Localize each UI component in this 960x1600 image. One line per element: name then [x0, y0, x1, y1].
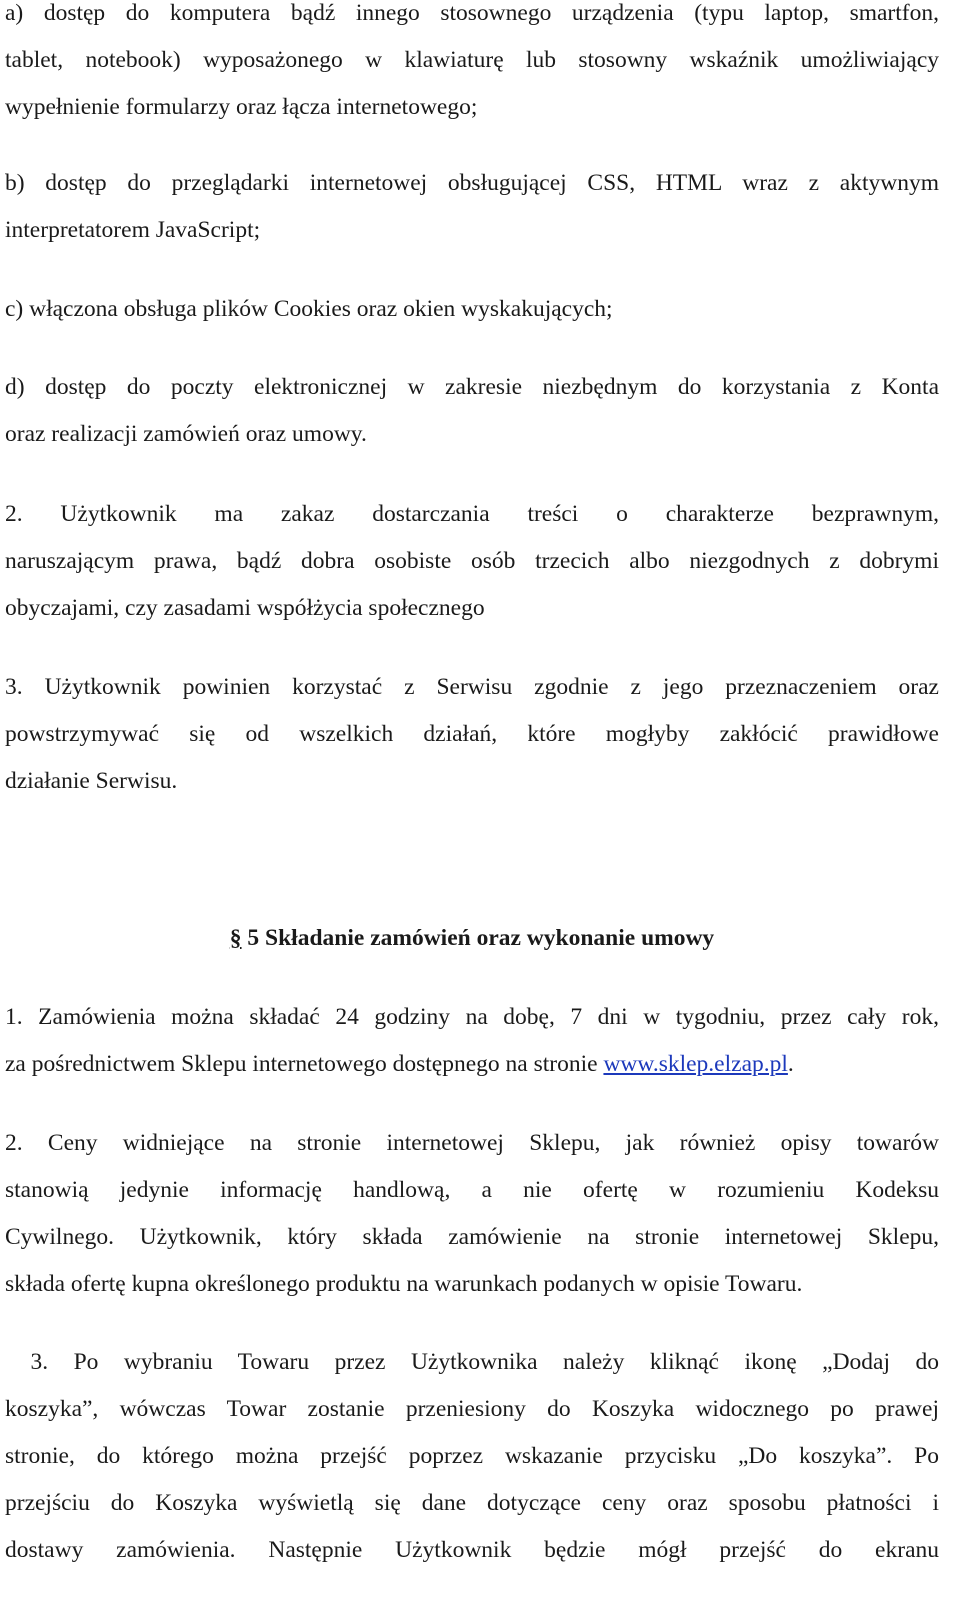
text-line: stronie, do którego można przejść poprzez wskazanie przycisku „Do koszyka”. Po [5, 1443, 939, 1469]
paragraph-order-3 [5, 1339, 939, 1574]
text-span: . [787, 1051, 794, 1077]
text-line: a) dostęp do komputera bądź innego stosownego urządzenia (typu laptop, smartfon, [5, 0, 939, 26]
text-line: 1. Zamówienia można składać 24 godziny na dobę, 7 dni w tygodniu, przez cały rok, [5, 1004, 939, 1030]
paragraph-point-2 [5, 491, 939, 632]
text-line: interpretatorem JavaScript; [5, 217, 261, 243]
text-line: c) włączona obsługa plików Cookies oraz okien wyskakujących; [5, 296, 613, 322]
paragraph-order-1 [5, 994, 939, 1088]
text-line: koszyka”, wówczas Towar zostanie przeniesiony do Koszyka widocznego po prawej [5, 1396, 939, 1422]
list-item-b [5, 160, 939, 254]
text-line: wypełnienie formularzy oraz łącza internetowego; [5, 94, 478, 120]
text-span: za pośrednictwem Sklepu internetowego dostępnego na stronie [5, 1051, 604, 1077]
text-line: dostawy zamówienia. Następnie Użytkownik będzie mógł przejść do ekranu [5, 1537, 939, 1563]
section-heading [5, 915, 939, 962]
section-title: 5 Składanie zamówień oraz wykonanie umowy [241, 925, 715, 951]
text-line: 3. Po wybraniu Towaru przez Użytkownika należy kliknąć ikonę „Dodaj do [5, 1349, 939, 1375]
shop-link[interactable]: www.sklep.elzap.pl [603, 1051, 788, 1077]
list-item-a [5, 0, 939, 131]
text-line: działanie Serwisu. [5, 768, 178, 794]
section-symbol: § [229, 925, 242, 951]
text-line: składa ofertę kupna określonego produktu na warunkach podanych w opisie Towaru. [5, 1271, 803, 1297]
list-item-c [5, 286, 939, 333]
text-line: przejściu do Koszyka wyświetlą się dane dotyczące ceny oraz sposobu płatności i [5, 1490, 939, 1516]
text-line: d) dostęp do poczty elektronicznej w zakresie niezbędnym do korzystania z Konta [5, 374, 939, 400]
text-line: naruszającym prawa, bądź dobra osobiste osób trzecich albo niezgodnych z dobrymi [5, 548, 939, 574]
text-line: Cywilnego. Użytkownik, który składa zamówienie na stronie internetowej Sklepu, [5, 1224, 939, 1250]
paragraph-point-3 [5, 664, 939, 805]
text-line: stanowią jedynie informację handlową, a nie ofertę w rozumieniu Kodeksu [5, 1177, 939, 1203]
paragraph-order-2 [5, 1120, 939, 1308]
text-line: tablet, notebook) wyposażonego w klawiaturę lub stosowny wskaźnik umożliwiający [5, 47, 939, 73]
text-line: 3. Użytkownik powinien korzystać z Serwisu zgodnie z jego przeznaczeniem oraz [5, 674, 939, 700]
text-line [5, 1041, 939, 1088]
text-line: 2. Ceny widniejące na stronie internetowej Sklepu, jak również opisy towarów [5, 1130, 939, 1156]
text-line: obyczajami, czy zasadami współżycia społecznego [5, 595, 485, 621]
text-line: powstrzymywać się od wszelkich działań, które mogłyby zakłócić prawidłowe [5, 721, 939, 747]
text-line: 2. Użytkownik ma zakaz dostarczania treści o charakterze bezprawnym, [5, 501, 939, 527]
list-item-d [5, 364, 939, 458]
text-line: b) dostęp do przeglądarki internetowej obsługującej CSS, HTML wraz z aktywnym [5, 170, 939, 196]
text-line: oraz realizacji zamówień oraz umowy. [5, 421, 367, 447]
